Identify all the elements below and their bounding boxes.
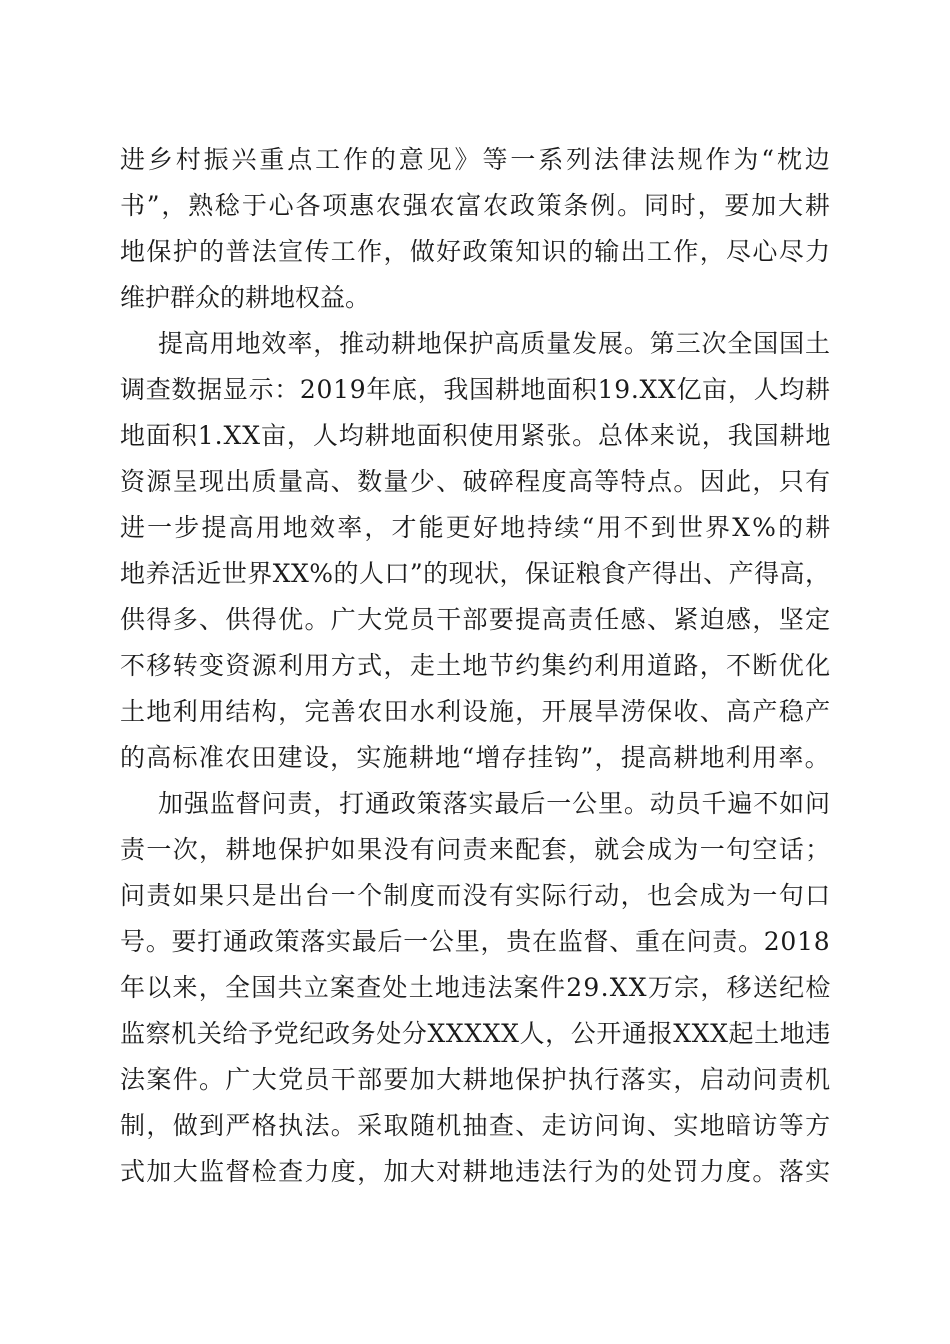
text-line: 地保护的普法宣传工作，做好政策知识的输出工作，尽心尽力: [120, 237, 832, 266]
text-line: 问责如果只是出台一个制度而没有实际行动，也会成为一句口: [120, 881, 832, 910]
text-line: 不移转变资源利用方式，走土地节约集约利用道路，不断优化: [120, 651, 832, 680]
text-line: 土地利用结构，完善农田水利设施，开展旱涝保收、高产稳产: [120, 697, 832, 726]
text-line: 制，做到严格执法。采取随机抽查、走访问询、实地暗访等方: [120, 1111, 832, 1140]
text-line: 年以来，全国共立案查处土地违法案件29.XX万宗，移送纪检: [120, 973, 832, 1002]
text-line: 地面积1.XX亩，人均耕地面积使用紧张。总体来说，我国耕地: [120, 421, 832, 450]
text-line: 号。要打通政策落实最后一公里，贵在监督、重在问责。2018: [120, 927, 831, 956]
text-line: 式加大监督检查力度，加大对耕地违法行为的处罚力度。落实: [120, 1157, 832, 1186]
text-line: 书”，熟稔于心各项惠农强农富农政策条例。同时，要加大耕: [120, 191, 832, 220]
text-line: 地养活近世界XX%的人口”的现状，保证粮食产得出、产得高，: [120, 559, 831, 588]
text-line: 的高标准农田建设，实施耕地“增存挂钩”，提高耕地利用率。: [120, 743, 831, 772]
text-line: 维护群众的耕地权益。: [120, 283, 371, 312]
text-line: 责一次，耕地保护如果没有问责来配套，就会成为一句空话；: [120, 835, 832, 864]
text-line: 调查数据显示：2019年底，我国耕地面积19.XX亿亩，人均耕: [120, 375, 831, 404]
text-line: 进一步提高用地效率，才能更好地持续“用不到世界X%的耕: [120, 513, 833, 542]
text-line: 进乡村振兴重点工作的意见》等一系列法律法规作为“枕边: [120, 145, 833, 174]
paragraph-heading-line: 提高用地效率，推动耕地保护高质量发展。第三次全国国土: [158, 329, 831, 358]
text-line: 法案件。广大党员干部要加大耕地保护执行落实，启动问责机: [120, 1065, 832, 1094]
text-line: 资源呈现出质量高、数量少、破碎程度高等特点。因此，只有: [120, 467, 832, 496]
text-line: 监察机关给予党纪政务处分XXXXX人，公开通报XXX起土地违: [120, 1019, 831, 1048]
paragraph-heading-line: 加强监督问责，打通政策落实最后一公里。动员千遍不如问: [158, 789, 831, 818]
text-line: 供得多、供得优。广大党员干部要提高责任感、紧迫感，坚定: [120, 605, 832, 634]
